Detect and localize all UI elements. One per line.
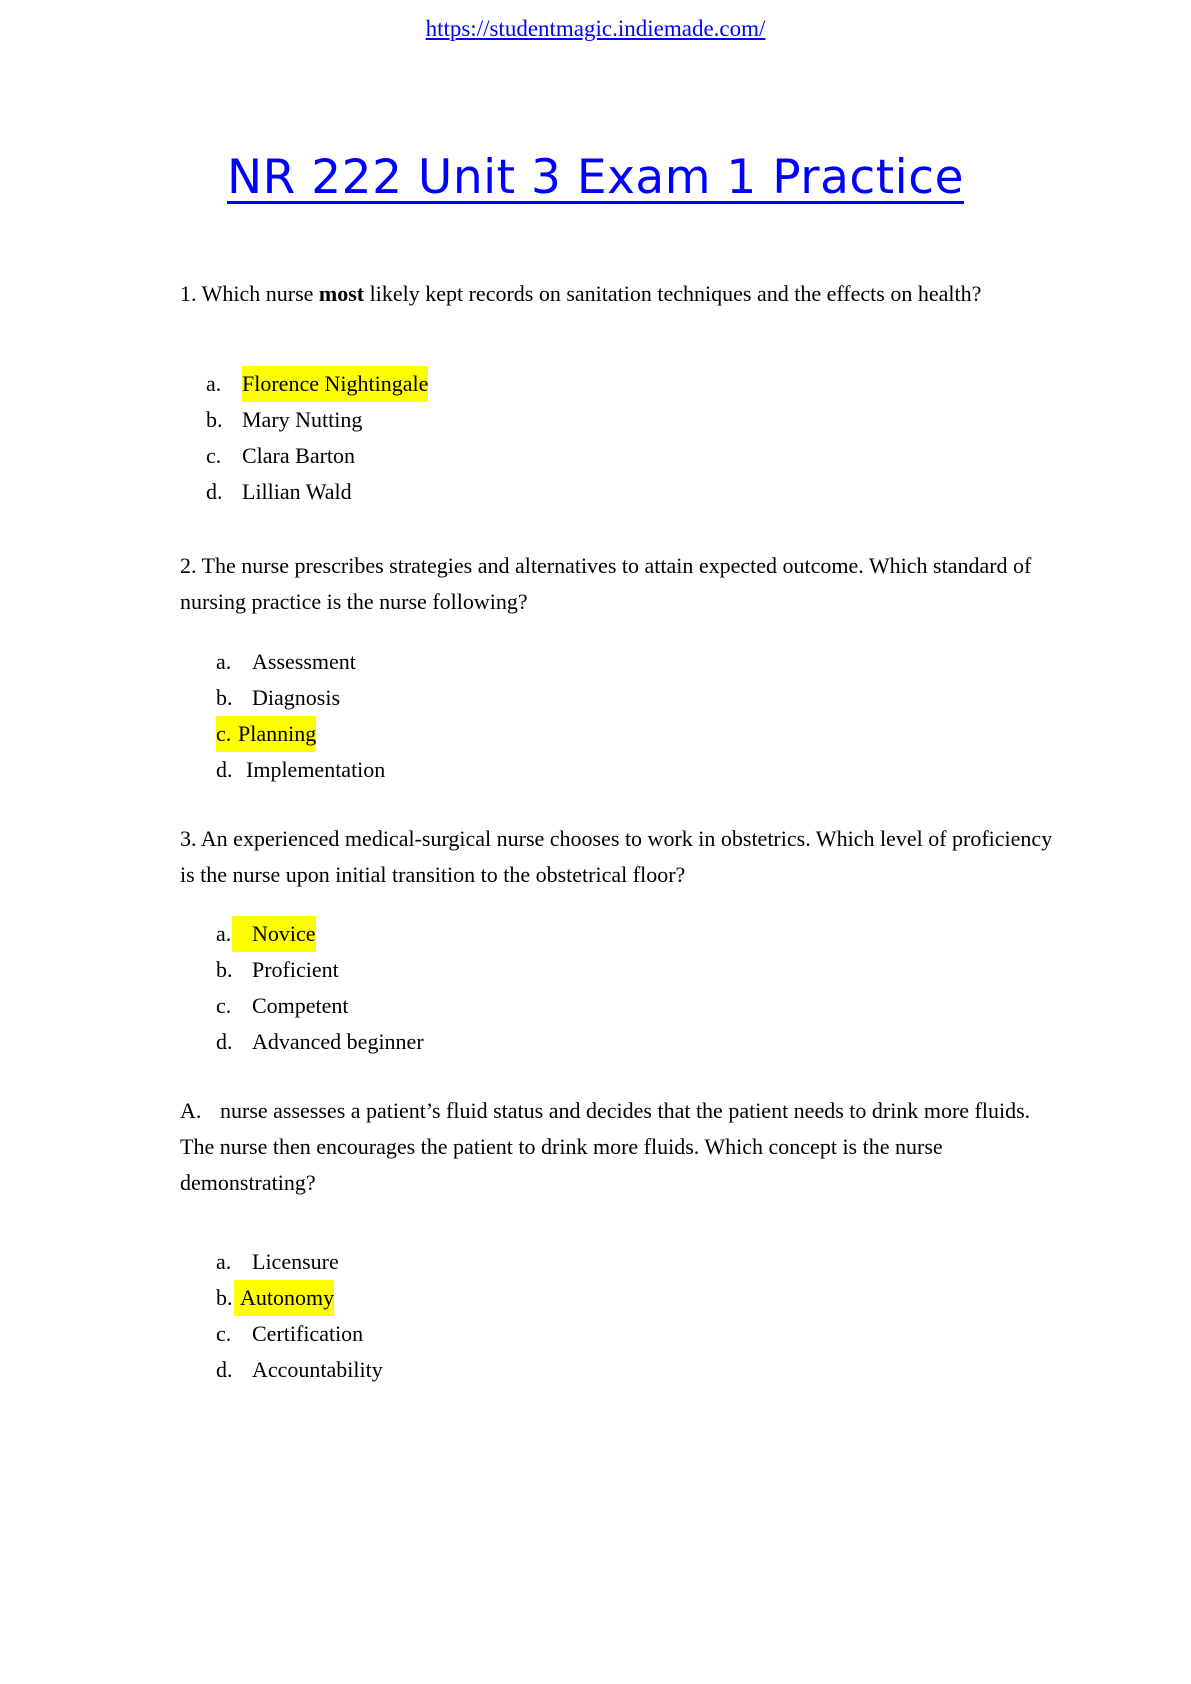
answer-highlight: Florence Nightingale [242,366,428,402]
option-2a: a. Assessment [216,649,356,674]
option-4a: a. Licensure [216,1249,339,1274]
question-1-prefix: 1. Which nurse [180,281,319,306]
question-4-label: A. [180,1098,202,1123]
option-2d: d. Implementation [216,757,386,782]
option-3b: b. Proficient [216,957,339,982]
document-title [0,150,1191,205]
answer-highlight: Novice [232,916,316,952]
option-1d: d. Lillian Wald [206,479,352,504]
question-4 [180,1093,1060,1201]
question-2 [180,548,1060,620]
option-3d: d. Advanced beginner [216,1029,424,1054]
answer-highlight: Planning [238,721,317,746]
answer-highlight: Autonomy [234,1280,334,1316]
option-1a: a. Florence Nightingale [206,366,428,402]
option-2b: b. Diagnosis [216,685,340,710]
question-1-emphasis: most [318,281,365,306]
option-3a: a. Novice [216,916,316,952]
question-4-text: nurse assesses a patient’s fluid status and decides that the patient needs to drink more fluids. The nurse then encourages the patient to drink more fluids. Which concept is the nurse demonstrating? [180,1098,1031,1195]
option-3c: c. Competent [216,993,349,1018]
option-2c: c. Planning [216,716,316,752]
source-url [0,16,1191,42]
question-2-text: 2. The nurse prescribes strategies and alternatives to attain expected outcome. Which standard of nursing practice is the nurse following? [180,553,1032,614]
question-1 [180,276,1060,312]
question-3 [180,821,1060,893]
question-1-suffix: likely kept records on sanitation techniques and the effects on health? [364,281,982,306]
option-4b: b. Autonomy [216,1280,334,1316]
option-4c: c. Certification [216,1321,364,1346]
option-4d: d. Accountability [216,1357,383,1382]
option-1b: b. Mary Nutting [206,407,363,432]
source-url-link[interactable]: https://studentmagic.indiemade.com/ [425,16,766,41]
question-3-text: 3. An experienced medical-surgical nurse chooses to work in obstetrics. Which level of proficiency is the nurse upon initial transition to the obstetrical floor? [180,826,1053,887]
document-title-link[interactable]: NR 222 Unit 3 Exam 1 Practice [227,150,964,205]
option-1c: c. Clara Barton [206,443,356,468]
